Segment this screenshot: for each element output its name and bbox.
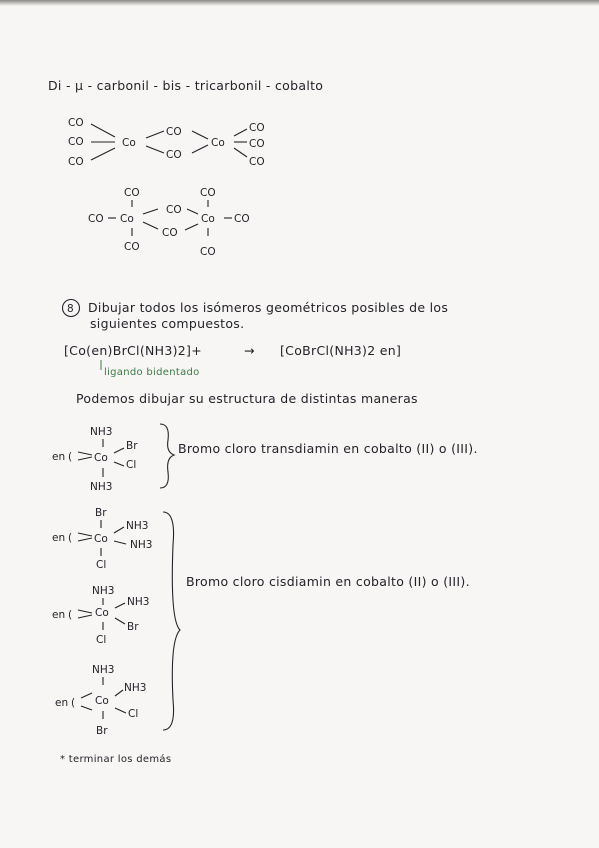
question-line-2: siguientes compuestos. — [90, 316, 245, 331]
s2-bottom-co-1: CO — [124, 241, 140, 253]
s2-metal-left: Co — [120, 213, 134, 225]
cis2-en-ligand: en — [52, 609, 66, 621]
bond — [78, 610, 92, 613]
s1-metal-right: Co — [211, 137, 225, 149]
cis3-right-ligand-1: NH3 — [124, 682, 147, 694]
bond — [78, 538, 92, 541]
s2-right-co: CO — [234, 213, 250, 225]
formula-left: [Co(en)BrCl(NH3)2]+ — [64, 343, 202, 358]
s2-top-co-1: CO — [124, 187, 140, 199]
s1-bridge-co-2: CO — [166, 149, 182, 161]
cis-label: Bromo cloro cisdiamin en cobalto (II) o (III). — [186, 574, 470, 589]
s1-right-co-1: CO — [249, 122, 265, 134]
trans-metal: Co — [94, 452, 108, 464]
cis3-right-ligand-2: Cl — [128, 708, 139, 720]
formula-arrow: → — [244, 343, 255, 358]
bond — [78, 533, 92, 536]
footer-note: * terminar los demás — [60, 754, 172, 765]
bond — [115, 618, 125, 624]
s2-top-co-2: CO — [200, 187, 216, 199]
formula-right: [CoBrCl(NH3)2 en] — [280, 343, 402, 358]
cis1-right-ligand-1: NH3 — [126, 520, 149, 532]
trans-right-ligand-1: Br — [126, 440, 138, 452]
intro-text: Podemos dibujar su estructura de distintas maneras — [76, 391, 418, 406]
cis2-top-ligand: NH3 — [92, 585, 115, 597]
s1-bridge-co-1: CO — [166, 126, 182, 138]
cis3-bottom-ligand: Br — [96, 725, 108, 737]
cis1-top-ligand: Br — [95, 507, 107, 519]
cis1-en-paren: ( — [68, 532, 73, 544]
s1-left-co-1: CO — [68, 117, 84, 129]
bond — [115, 603, 125, 608]
s2-bridge-co-2: CO — [162, 227, 178, 239]
s1-left-co-3: CO — [68, 156, 84, 168]
cis2-right-ligand-2: Br — [127, 621, 139, 633]
bond — [81, 693, 92, 698]
s2-bridge-co-1: CO — [166, 204, 182, 216]
s1-right-co-2: CO — [249, 138, 265, 150]
cis3-metal: Co — [95, 695, 109, 707]
ligand-note: ligando bidentado — [104, 367, 200, 378]
s2-bottom-co-2: CO — [200, 246, 216, 258]
cis1-right-ligand-2: NH3 — [130, 539, 153, 551]
trans-bottom-ligand: NH3 — [90, 481, 113, 493]
s1-right-co-3: CO — [249, 156, 265, 168]
question-line-1: Dibujar todos los isómeros geométricos posibles de los — [88, 300, 449, 315]
cis3-top-ligand: NH3 — [92, 664, 115, 676]
cis2-right-ligand-1: NH3 — [127, 596, 150, 608]
bond — [114, 541, 126, 544]
s2-metal-right: Co — [201, 213, 215, 225]
question-number: 8 — [67, 303, 74, 315]
cis3-en-paren: ( — [71, 697, 76, 709]
trans-right-ligand-2: Cl — [126, 459, 137, 471]
cis1-metal: Co — [94, 533, 108, 545]
trans-label: Bromo cloro transdiamin en cobalto (II) o (III). — [178, 441, 478, 456]
bond — [114, 527, 124, 533]
s1-metal-left: Co — [122, 137, 136, 149]
bond — [115, 708, 126, 713]
cis-brace — [163, 512, 180, 730]
trans-top-ligand: NH3 — [90, 426, 113, 438]
trans-en-ligand: en — [52, 451, 66, 463]
s1-left-co-2: CO — [68, 136, 84, 148]
cis2-metal: Co — [95, 607, 109, 619]
cis3-en-ligand: en — [55, 697, 69, 709]
cis1-en-ligand: en — [52, 532, 66, 544]
bond — [115, 690, 123, 696]
bond — [81, 706, 92, 710]
trans-en-paren: ( — [68, 451, 73, 463]
cis2-bottom-ligand: Cl — [96, 634, 107, 646]
cis2-en-paren: ( — [68, 609, 73, 621]
cis1-bottom-ligand: Cl — [96, 559, 107, 571]
bond — [78, 615, 92, 618]
compound-title: Di - μ - carbonil - bis - tricarbonil - cobalto — [48, 78, 324, 93]
s2-left-co: CO — [88, 213, 104, 225]
